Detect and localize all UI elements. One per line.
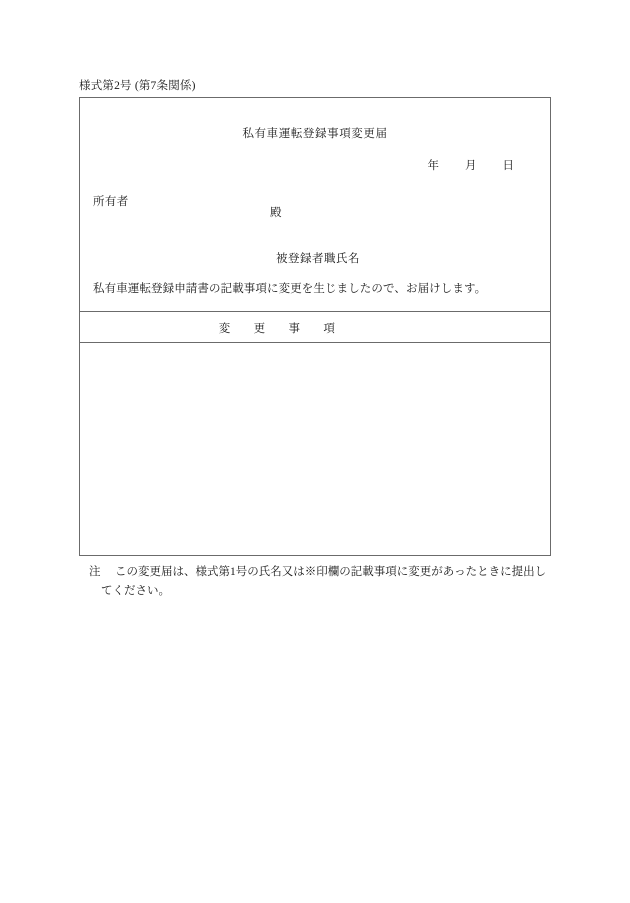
change-items-header-label [80,320,550,336]
change-items-entry-area[interactable] [80,343,550,555]
header-char-1: 変 [218,323,231,335]
header-char-3: 事 [288,323,301,335]
date-year-label: 年 [427,160,439,172]
date-line [428,157,515,173]
footnote [89,563,559,601]
date-day-label: 日 [502,160,514,172]
footnote-line-1 [89,563,559,582]
change-items-header-row [80,311,550,343]
header-char-4: 項 [323,323,336,335]
footnote-text-2: てください。 [101,585,170,597]
footnote-line-2 [89,582,559,601]
footnote-marker: 注 [89,566,101,578]
form-box [79,97,551,556]
owner-label: 所有者 [93,196,129,208]
honorific-label: 殿 [270,207,282,219]
document-title: 私有車運転登録事項変更届 [242,128,388,140]
date-month-label: 月 [465,160,477,172]
statement-text: 私有車運転登録申請書の記載事項に変更を生じましたので、お届けします。 [93,283,487,295]
header-char-2: 更 [253,323,266,335]
form-number-label: 様式第2号 (第7条関係) [79,80,196,92]
registrant-name-label: 被登録者職氏名 [276,253,360,265]
footnote-text-1: この変更届は、様式第1号の氏名又は※印欄の記載事項に変更があったときに提出し [115,566,547,578]
form-header-region [80,98,550,311]
